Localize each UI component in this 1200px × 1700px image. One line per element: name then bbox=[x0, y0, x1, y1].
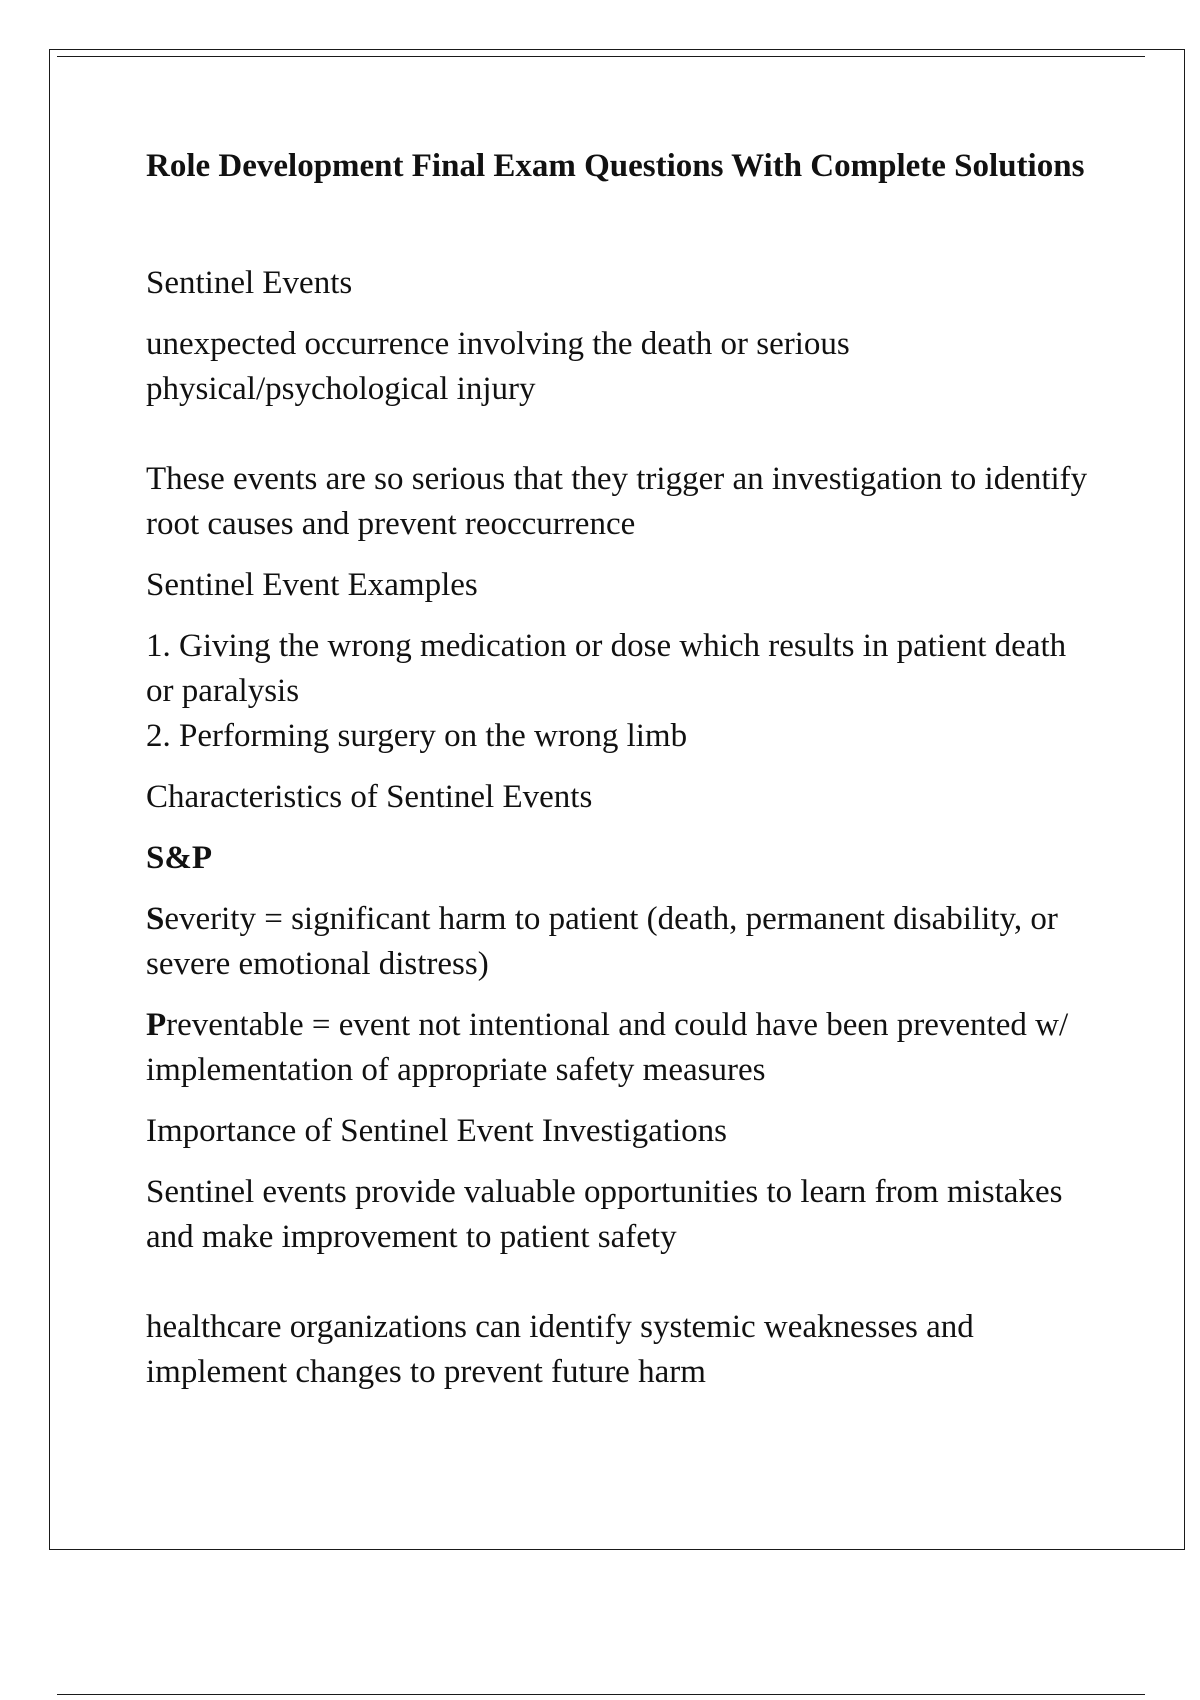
preventable-text: reventable = event not intentional and could have been prevented w/ implementation of appropriate safety measures bbox=[146, 1007, 1069, 1088]
definition-importance-2: healthcare organizations can identify systemic weaknesses and implement changes to prevent future harm bbox=[146, 1309, 974, 1390]
example-2: 2. Performing surgery on the wrong limb bbox=[146, 718, 688, 754]
term-characteristics: Characteristics of Sentinel Events bbox=[146, 779, 593, 815]
mnemonic-sp: S&P bbox=[146, 840, 212, 876]
term-sentinel-event-examples: Sentinel Event Examples bbox=[146, 567, 478, 603]
definition-preventable bbox=[146, 1003, 1096, 1093]
definition-severity bbox=[146, 897, 1096, 987]
top-rule bbox=[57, 56, 1145, 57]
severity-initial: S bbox=[146, 901, 165, 937]
document-title: Role Development Final Exam Questions With Complete Solutions bbox=[146, 148, 1085, 184]
definition-importance-1: Sentinel events provide valuable opportunities to learn from mistakes and make improvement to patient safety bbox=[146, 1174, 1063, 1255]
preventable-initial: P bbox=[146, 1007, 167, 1043]
term-importance: Importance of Sentinel Event Investigations bbox=[146, 1113, 728, 1149]
document-body bbox=[146, 143, 1096, 1395]
definition-sentinel-events-2: These events are so serious that they trigger an investigation to identify root causes and prevent reoccurrence bbox=[146, 461, 1088, 542]
example-1: 1. Giving the wrong medication or dose which results in patient death or paralysis bbox=[146, 628, 1067, 709]
severity-text: everity = significant harm to patient (death, permanent disability, or severe emotional distress) bbox=[146, 901, 1058, 982]
definition-sentinel-events-1: unexpected occurrence involving the death or serious physical/psychological injury bbox=[146, 326, 850, 407]
term-sentinel-events: Sentinel Events bbox=[146, 265, 353, 301]
bottom-rule bbox=[57, 1694, 1145, 1695]
